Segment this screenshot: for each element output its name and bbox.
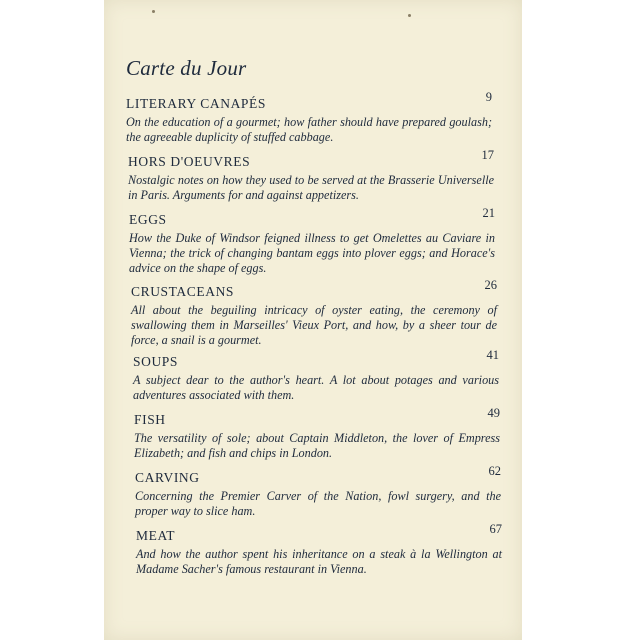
toc-entry-literary-canapes [126, 90, 492, 145]
entry-page-number: 67 [489, 522, 502, 536]
entry-title: MEAT [136, 528, 176, 543]
entry-description: The versatility of sole; about Captain Middleton, the lover of Empress Elizabeth; and fish and chips in London. [134, 431, 500, 460]
entry-description: On the education of a gourmet; how father should have prepared goulash; the agreeable duplicity of stuffed cabbage. [126, 115, 492, 144]
entry-title: CARVING [135, 470, 200, 485]
toc-entry-meat [136, 522, 502, 577]
toc-entry-eggs [129, 206, 495, 276]
toc-entry-crustaceans [131, 278, 497, 348]
entry-description: And how the author spent his inheritance on a steak à la Wellington at Madame Sacher's famous restaurant in Vienna. [136, 547, 502, 576]
toc-entry-soups [133, 348, 499, 403]
paper-speck [152, 10, 155, 13]
entry-page-number: 41 [486, 348, 499, 362]
toc-entry-carving [135, 464, 501, 519]
entry-title: EGGS [129, 212, 167, 227]
entry-page-number: 21 [482, 206, 495, 220]
entry-description: Concerning the Premier Carver of the Nation, fowl surgery, and the proper way to slice ham. [135, 489, 501, 518]
entry-description: A subject dear to the author's heart. A lot about potages and various adventures associated with them. [133, 373, 499, 402]
entry-description: All about the beguiling intricacy of oyster eating, the ceremony of swallowing them in Marseilles' Vieux Port, and how, by a sheer tour de force, a snail is a gourmet. [131, 303, 497, 347]
toc-entry-fish [134, 406, 500, 461]
entry-page-number: 49 [487, 406, 500, 420]
entry-title: FISH [134, 412, 166, 427]
entry-page-number: 62 [488, 464, 501, 478]
entry-title: SOUPS [133, 354, 179, 369]
entry-description: Nostalgic notes on how they used to be served at the Brasserie Universelle in Paris. Arguments for and against appetizers. [128, 173, 494, 202]
entry-page-number: 9 [485, 90, 492, 104]
entry-page-number: 26 [484, 278, 497, 292]
entry-title: LITERARY CANAPÉS [126, 96, 266, 111]
entry-description: How the Duke of Windsor feigned illness to get Omelettes au Caviare in Vienna; the trick of changing bantam eggs into plover eggs; and Horace's advice on the shape of eggs. [129, 231, 495, 275]
entry-title: CRUSTACEANS [131, 284, 235, 299]
toc-entry-hors-doeuvres [128, 148, 494, 203]
entry-page-number: 17 [481, 148, 494, 162]
page-title: Carte du Jour [126, 56, 247, 80]
paper-speck [408, 14, 411, 17]
entry-title: HORS D'OEUVRES [128, 154, 251, 169]
